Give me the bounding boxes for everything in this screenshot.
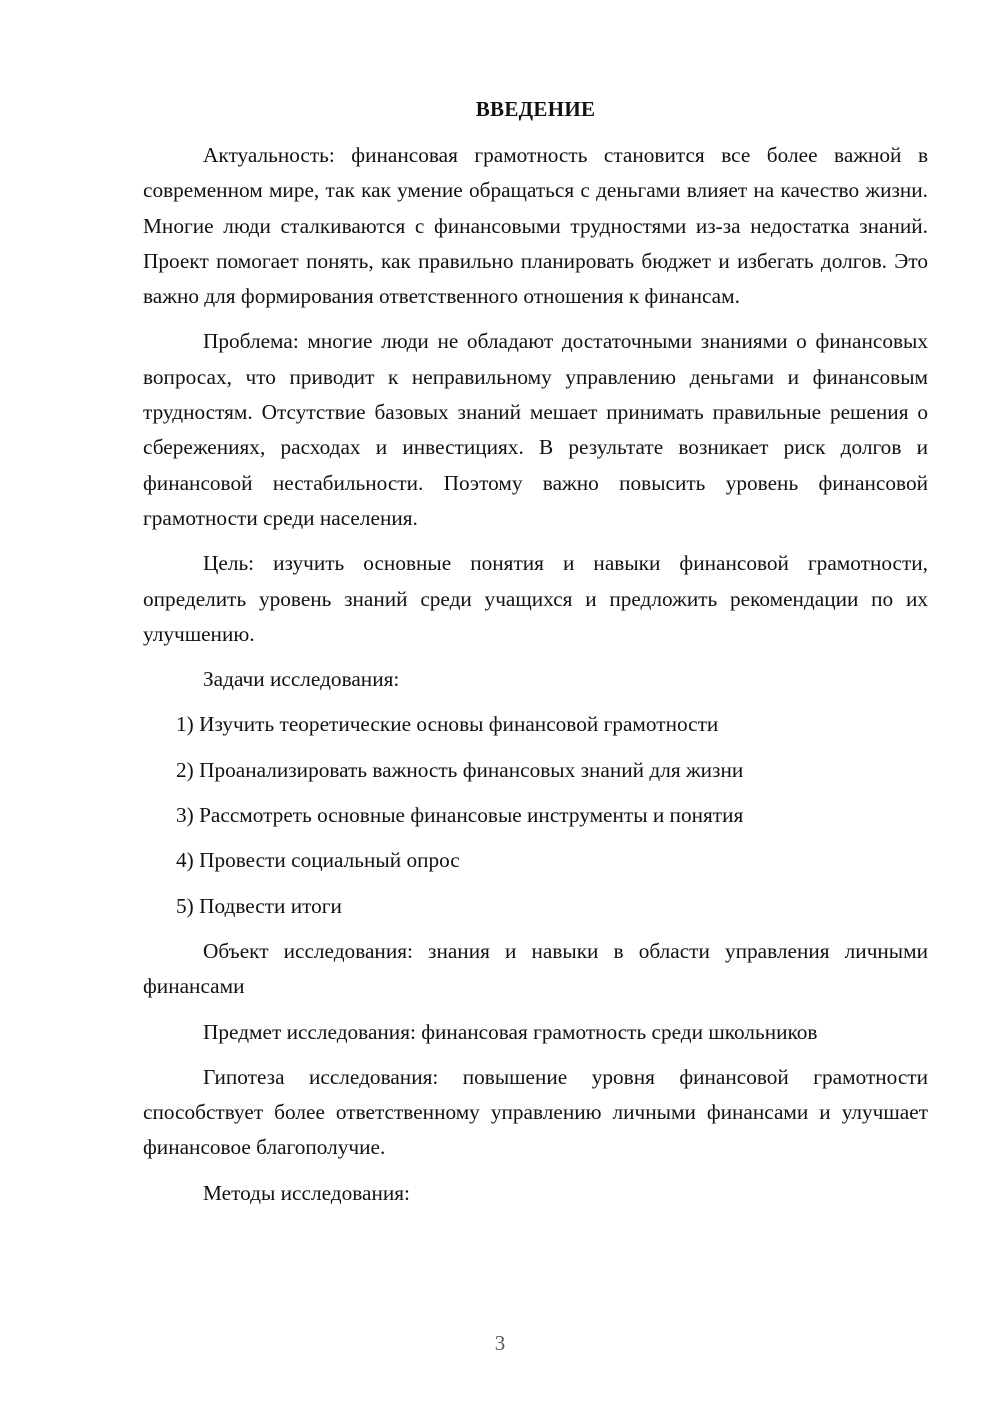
task-item: 4) Провести социальный опрос (176, 848, 460, 873)
subject-paragraph: Предмет исследования: финансовая грамотность среди школьников (203, 1019, 818, 1044)
tasks-list (143, 707, 928, 923)
task-item: 5) Подвести итоги (176, 893, 342, 918)
task-item: 1) Изучить теоретические основы финансовой грамотности (176, 712, 719, 737)
object-paragraph: Объект исследования: знания и навыки в области управления личными финансами (143, 938, 928, 999)
relevance-paragraph: Актуальность: финансовая грамотность становится все более важной в современном мире, так как умение обращаться с деньгами влияет на качество жизни. Многие люди сталкиваются с финансовыми трудностями из-за недостатка знаний. Проект помогает понять, как правильно планировать бюджет и избегать долгов. Это важно для формирования ответственного отношения к финансам. (143, 143, 928, 309)
goal-paragraph: Цель: изучить основные понятия и навыки финансовой грамотности, определить уровень знаний среди учащихся и предложить рекомендации по их улучшению. (143, 551, 928, 646)
document-page (143, 92, 928, 1211)
methods-heading: Методы исследования: (203, 1180, 410, 1205)
tasks-heading: Задачи исследования: (203, 667, 400, 692)
task-item: 2) Проанализировать важность финансовых знаний для жизни (176, 757, 744, 782)
hypothesis-paragraph: Гипотеза исследования: повышение уровня финансовой грамотности способствует более ответственному управлению личными финансами и улучшает финансовое благополучие. (143, 1064, 928, 1160)
page-number: 3 (494, 1331, 506, 1355)
task-item: 3) Рассмотреть основные финансовые инструменты и понятия (176, 803, 744, 828)
page-title: ВВЕДЕНИЕ (475, 97, 596, 121)
problem-paragraph: Проблема: многие люди не обладают достаточными знаниями о финансовых вопросах, что приводит к неправильному управлению деньгами и финансовым трудностям. Отсутствие базовых знаний мешает принимать правильные решения о сбережениях, расходах и инвестициях. В результате возникает риск долгов и финансовой нестабильности. Поэтому важно повысить уровень финансовой грамотности среди населения. (143, 329, 928, 530)
